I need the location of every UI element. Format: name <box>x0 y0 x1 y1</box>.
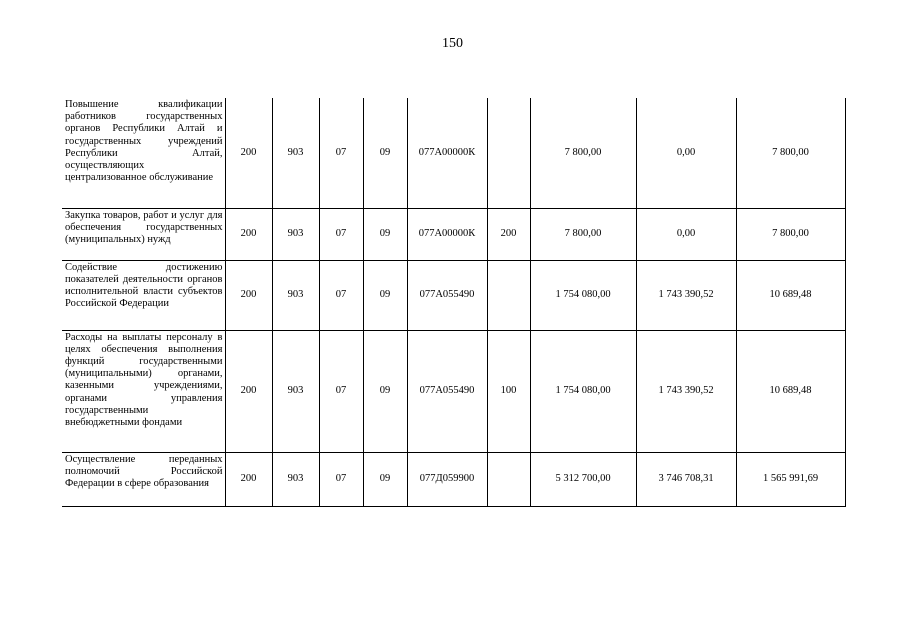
fact-amount: 1 743 390,52 <box>636 260 736 330</box>
fact-amount: 0,00 <box>636 208 736 260</box>
expense-type-code <box>487 98 530 208</box>
row-name: Повышение квалификации работников государственных органов Республики Алтай и государственных учреждений Республики Алтай, осуществляющих централизованное обслуживание <box>62 98 225 208</box>
plan-amount: 7 800,00 <box>530 208 636 260</box>
subsection-code: 09 <box>363 330 407 452</box>
plan-amount: 5 312 700,00 <box>530 452 636 506</box>
remainder-amount: 10 689,48 <box>736 330 845 452</box>
expense-type-code: 200 <box>487 208 530 260</box>
admin-code: 200 <box>225 208 272 260</box>
section-code: 07 <box>319 208 363 260</box>
admin-code: 200 <box>225 260 272 330</box>
target-code: 077А055490 <box>407 330 487 452</box>
admin-code: 200 <box>225 330 272 452</box>
section-code: 07 <box>319 452 363 506</box>
section-code: 07 <box>319 98 363 208</box>
expense-type-code: 100 <box>487 330 530 452</box>
page-number: 150 <box>442 36 463 51</box>
plan-amount: 1 754 080,00 <box>530 330 636 452</box>
table-row <box>62 208 845 260</box>
remainder-amount: 10 689,48 <box>736 260 845 330</box>
subsection-code: 09 <box>363 98 407 208</box>
section-code: 07 <box>319 330 363 452</box>
target-code: 077А00000К <box>407 208 487 260</box>
target-code: 077А00000К <box>407 98 487 208</box>
ministry-code: 903 <box>272 330 319 452</box>
plan-amount: 7 800,00 <box>530 98 636 208</box>
row-name: Закупка товаров, работ и услуг для обеспечения государственных (муниципальных) нужд <box>62 208 225 260</box>
row-name: Расходы на выплаты персоналу в целях обеспечения выполнения функций государственными (муниципальными) органами, казенными учреждениями, органами управления государственными внебюджетными фондами <box>62 330 225 452</box>
fact-amount: 3 746 708,31 <box>636 452 736 506</box>
subsection-code: 09 <box>363 208 407 260</box>
expense-type-code <box>487 260 530 330</box>
table-row <box>62 260 845 330</box>
budget-table <box>62 98 846 507</box>
target-code: 077А055490 <box>407 260 487 330</box>
section-code: 07 <box>319 260 363 330</box>
expense-type-code <box>487 452 530 506</box>
subsection-code: 09 <box>363 260 407 330</box>
table-row <box>62 452 845 506</box>
row-name: Осуществление переданных полномочий Российской Федерации в сфере образования <box>62 452 225 506</box>
table-row <box>62 98 845 208</box>
ministry-code: 903 <box>272 452 319 506</box>
remainder-amount: 1 565 991,69 <box>736 452 845 506</box>
plan-amount: 1 754 080,00 <box>530 260 636 330</box>
table-row <box>62 330 845 452</box>
ministry-code: 903 <box>272 260 319 330</box>
ministry-code: 903 <box>272 208 319 260</box>
subsection-code: 09 <box>363 452 407 506</box>
ministry-code: 903 <box>272 98 319 208</box>
remainder-amount: 7 800,00 <box>736 208 845 260</box>
admin-code: 200 <box>225 98 272 208</box>
row-name: Содействие достижению показателей деятельности органов исполнительной власти субъектов Российской Федерации <box>62 260 225 330</box>
fact-amount: 0,00 <box>636 98 736 208</box>
fact-amount: 1 743 390,52 <box>636 330 736 452</box>
remainder-amount: 7 800,00 <box>736 98 845 208</box>
target-code: 077Д059900 <box>407 452 487 506</box>
admin-code: 200 <box>225 452 272 506</box>
